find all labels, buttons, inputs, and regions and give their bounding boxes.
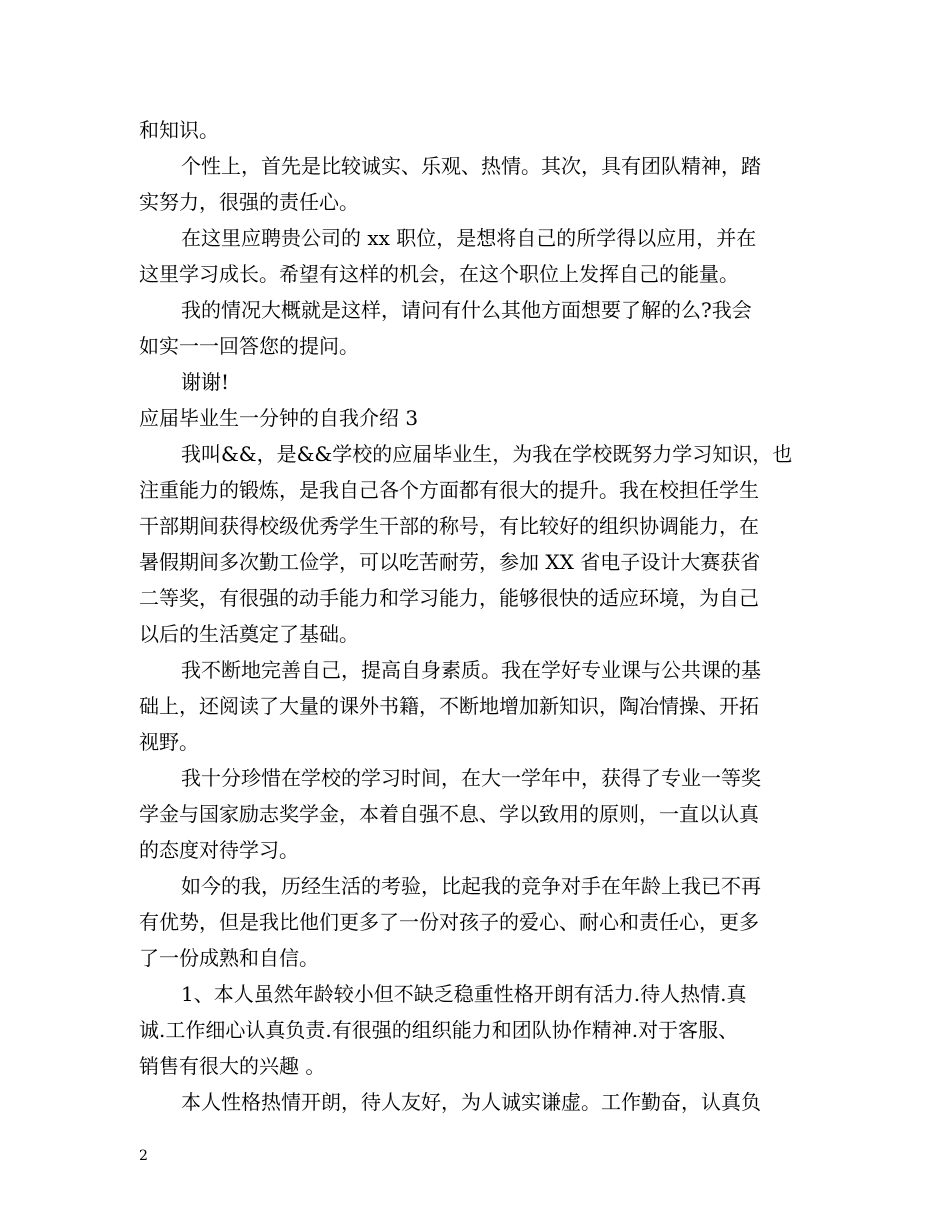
text-line: 应届毕业生一分钟的自我介绍 3 [139, 406, 419, 430]
text-line: 销售有很大的兴趣 。 [139, 1054, 326, 1078]
document-body [139, 112, 814, 1120]
text-line: 础上，还阅读了大量的课外书籍，不断地增加新知识，陶冶情操、开拓 [139, 694, 759, 718]
text-line: 实努力，很强的责任心。 [139, 190, 359, 214]
text-line: 和知识。 [139, 118, 219, 142]
text-line: 我十分珍惜在学校的学习时间，在大一学年中，获得了专业一等奖 [181, 766, 761, 790]
text-line: 干部期间获得校级优秀学生干部的称号，有比较好的组织协调能力，在 [139, 514, 759, 538]
text-line: 有优势，但是我比他们更多了一份对孩子的爱心、耐心和责任心，更多 [139, 910, 759, 934]
text-line: 本人性格热情开朗，待人友好，为人诚实谦虚。工作勤奋，认真负 [181, 1090, 761, 1114]
text-line: 我不断地完善自己，提高自身素质。我在学好专业课与公共课的基 [181, 658, 761, 682]
text-line: 个性上，首先是比较诚实、乐观、热情。其次，具有团队精神，踏 [181, 154, 761, 178]
text-line: 如实一一回答您的提问。 [139, 334, 359, 358]
text-line: 谢谢! [181, 370, 230, 394]
text-line: 诚.工作细心认真负责.有很强的组织能力和团队协作精神.对于客服、 [139, 1018, 739, 1042]
text-line: 我叫&&，是&&学校的应届毕业生，为我在学校既努力学习知识，也 [181, 442, 793, 466]
text-line: 如今的我，历经生活的考验，比起我的竞争对手在年龄上我已不再 [181, 874, 761, 898]
text-line: 以后的生活奠定了基础。 [139, 622, 359, 646]
text-line: 注重能力的锻炼，是我自己各个方面都有很大的提升。我在校担任学生 [139, 478, 759, 502]
page-number: 2 [139, 1148, 148, 1164]
text-line: 了一份成熟和自信。 [139, 946, 319, 970]
text-line: 视野。 [139, 730, 199, 754]
text-line: 暑假期间多次勤工俭学，可以吃苦耐劳，参加 XX 省电子设计大赛获省 [139, 550, 761, 574]
text-line: 我的情况大概就是这样，请问有什么其他方面想要了解的么?我会 [181, 298, 752, 322]
text-line: 1、本人虽然年龄较小但不缺乏稳重性格开朗有活力.待人热情.真 [181, 982, 747, 1006]
text-line: 的态度对待学习。 [139, 838, 299, 862]
text-line: 学金与国家励志奖学金，本着自强不息、学以致用的原则，一直以认真 [139, 802, 759, 826]
text-line: 在这里应聘贵公司的 xx 职位，是想将自己的所学得以应用，并在 [181, 226, 757, 250]
text-line: 这里学习成长。希望有这样的机会，在这个职位上发挥自己的能量。 [139, 262, 739, 286]
text-line: 二等奖，有很强的动手能力和学习能力，能够很快的适应环境，为自己 [139, 586, 759, 610]
